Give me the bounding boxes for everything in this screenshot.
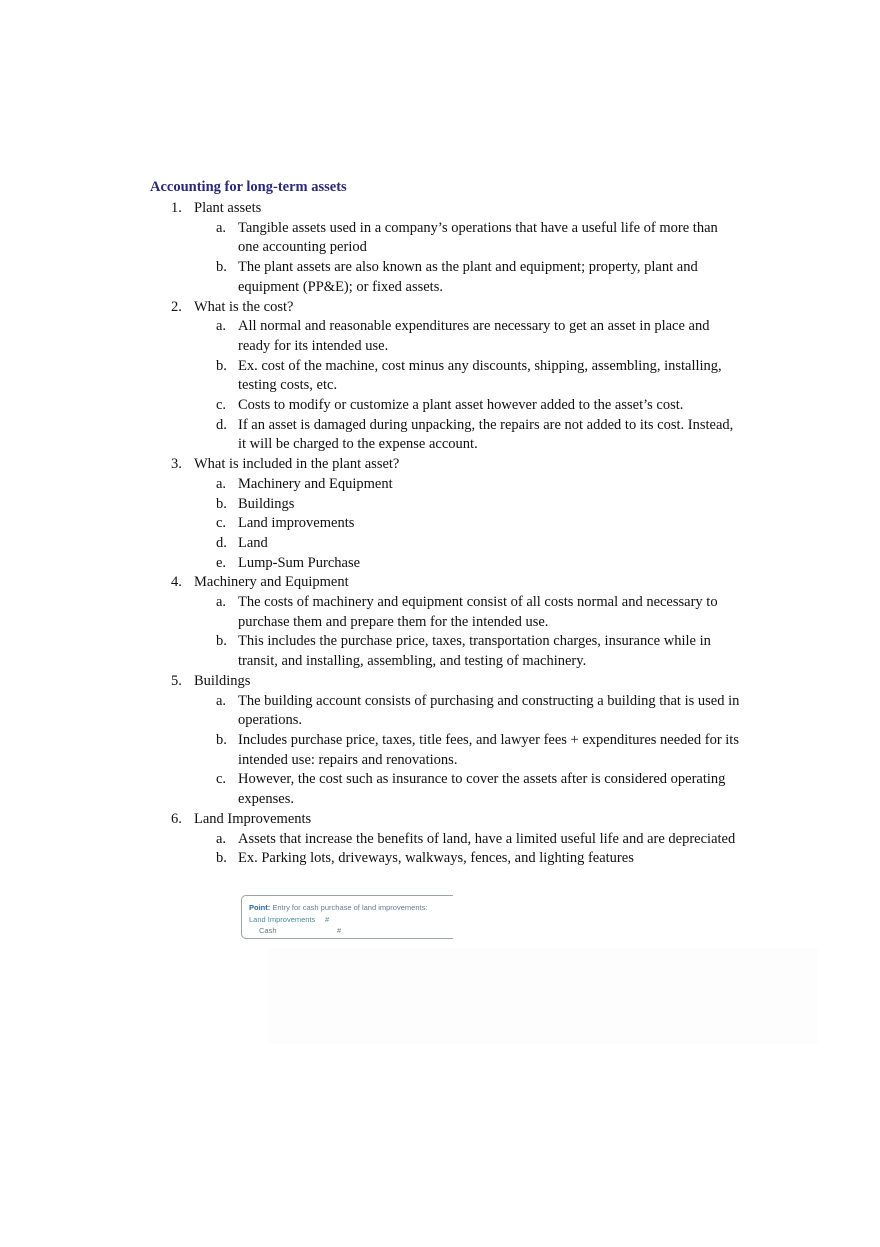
list-item [194,849,740,869]
item-letter: a. [216,594,227,611]
item-text: Land [238,534,268,551]
section-heading: Buildings [194,672,251,689]
section-5 [150,672,740,810]
item-letter: a. [216,219,227,236]
item-letter: b. [216,850,227,867]
list-item [194,731,740,770]
section-heading: Machinery and Equipment [194,574,349,591]
list-item [194,416,740,455]
item-text: The costs of machinery and equipment consist of all costs normal and necessary to purchase them and prepare them for the intended use. [238,594,718,630]
item-letter: b. [216,633,227,650]
list-item [194,357,740,396]
item-letter: b. [216,357,227,374]
list-item [194,475,740,495]
entry-heading [249,903,427,912]
item-text: Includes purchase price, taxes, title fees, and lawyer fees + expenditures needed for its intended use: repairs and renovations. [238,731,739,768]
item-text: However, the cost such as insurance to cover the assets after is considered operating expenses. [238,771,726,808]
item-letter: a. [216,475,227,492]
list-item [194,770,740,809]
section-number: 2. [171,298,182,315]
item-text: Tangible assets used in a company’s operations that have a useful life of more than one accounting period [238,219,718,256]
section-number: 3. [171,456,182,473]
list-item [194,632,740,671]
item-letter: a. [216,318,227,335]
list-item [194,514,740,534]
point-label: Point: [249,903,271,912]
credit-line [259,926,342,935]
outline-list [150,199,740,869]
list-item [194,692,740,731]
section-number: 6. [171,810,182,827]
item-letter: c. [216,515,227,532]
section-heading: Plant assets [194,200,262,216]
credit-account: Cash [259,926,277,935]
item-letter: b. [216,259,227,276]
list-item [194,258,740,297]
section-number: 4. [171,574,182,591]
section-6 [150,810,740,869]
item-letter: c. [216,771,227,788]
item-text: Buildings [238,495,295,512]
list-item [194,830,740,850]
item-letter: d. [216,416,227,433]
list-item [194,317,740,356]
item-text: Machinery and Equipment [238,475,393,492]
list-item [194,534,740,554]
item-letter: b. [216,731,227,748]
list-item [194,219,740,258]
credit-amount: # [337,926,342,935]
faint-image-area [268,948,818,1044]
list-item [194,495,740,515]
point-text: Entry for cash purchase of land improvements: [270,903,428,912]
debit-amount: # [325,915,330,924]
item-letter: a. [216,692,227,709]
item-text: Costs to modify or customize a plant asset however added to the asset’s cost. [238,397,684,414]
item-letter: e. [216,554,227,571]
item-letter: b. [216,495,227,512]
item-text: This includes the purchase price, taxes, transportation charges, insurance while in transit, and installing, assembling, and testing of machinery. [238,633,711,670]
section-heading: What is the cost? [194,298,294,315]
item-text: Lump-Sum Purchase [238,554,361,571]
journal-entry-box [241,895,453,939]
item-letter: c. [216,397,227,414]
item-text: Ex. Parking lots, driveways, walkways, fences, and lighting features [238,850,634,867]
item-letter: a. [216,830,227,847]
section-3 [150,455,740,573]
section-1 [150,199,740,298]
list-item [194,396,740,416]
item-text: All normal and reasonable expenditures are necessary to get an asset in place and ready for its intended use. [238,318,710,354]
section-number: 1. [171,200,182,216]
section-heading: What is included in the plant asset? [194,456,400,473]
list-item [194,554,740,574]
section-2 [150,298,740,456]
section-number: 5. [171,672,182,689]
list-item [194,593,740,632]
page-title: Accounting for long-term assets [150,179,347,195]
item-text: If an asset is damaged during unpacking, the repairs are not added to its cost. Instead, it will be charged to the expense account. [238,416,734,453]
section-4 [150,573,740,672]
item-text: The plant assets are also known as the plant and equipment; property, plant and equipment (PP&E); or fixed assets. [238,259,698,295]
item-text: Assets that increase the benefits of land, have a limited useful life and are depreciated [238,830,736,847]
debit-line [249,915,330,924]
item-text: Ex. cost of the machine, cost minus any discounts, shipping, assembling, installing, testing costs, etc. [238,357,722,394]
item-letter: d. [216,534,227,551]
item-text: The building account consists of purchasing and constructing a building that is used in operations. [238,692,740,729]
item-text: Land improvements [238,515,355,532]
debit-account: Land Improvements [249,915,316,924]
section-heading: Land Improvements [194,810,312,827]
